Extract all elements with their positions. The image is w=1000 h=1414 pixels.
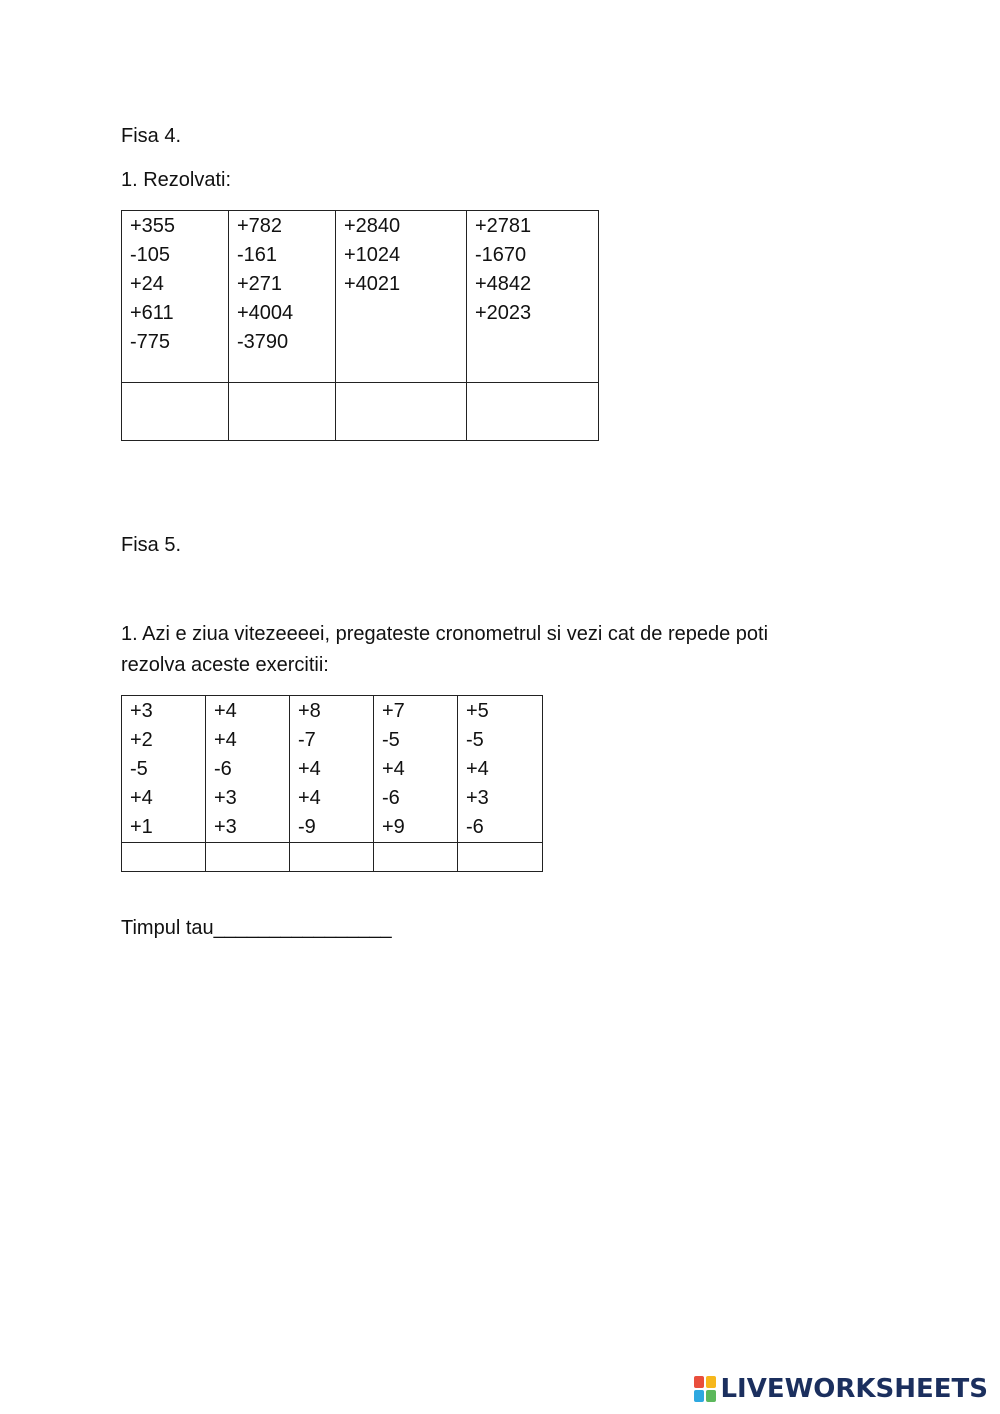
fisa5-instruction-line2: rezolva aceste exercitii:: [121, 654, 329, 676]
liveworksheets-logo-text: LIVEWORKSHEETS: [720, 1374, 988, 1404]
fisa4-number: +24: [130, 273, 164, 295]
fisa5-number: +4: [466, 758, 489, 780]
fisa4-number: -161: [237, 244, 278, 266]
fisa5-number: +4: [130, 787, 153, 809]
fisa5-number: -7: [298, 729, 316, 751]
fisa4-number: +2840: [344, 215, 401, 237]
fisa4-instruction: 1. Rezolvati:: [121, 169, 232, 191]
fisa4-problem-cell: [229, 211, 336, 383]
fisa4-answer-cell-3[interactable]: [336, 383, 467, 441]
fisa5-number: +3: [130, 700, 153, 722]
fisa4-number: -1670: [475, 244, 527, 266]
fisa5-answer-row: [122, 843, 543, 872]
fisa5-title: Fisa 5.: [121, 534, 182, 556]
fisa5-answer-cell-1[interactable]: [122, 843, 206, 872]
fisa5-problem-cell: [206, 696, 290, 843]
liveworksheets-logo: [694, 1374, 988, 1404]
fisa4-problem-row: [122, 211, 599, 383]
fisa4-number: -775: [130, 331, 171, 353]
fisa4-problem-cell: [336, 211, 467, 383]
fisa5-number: +4: [382, 758, 405, 780]
fisa4-number: +355: [130, 215, 176, 237]
fisa5-answer-cell-3[interactable]: [290, 843, 374, 872]
fisa5-number: -6: [466, 816, 484, 838]
fisa5-number: +4: [298, 787, 321, 809]
fisa5-problem-row: [122, 696, 543, 843]
fisa5-number: -9: [298, 816, 316, 838]
fisa4-number: +611: [130, 302, 174, 324]
fisa5-number: +2: [130, 729, 153, 751]
fisa4-answer-cell-4[interactable]: [467, 383, 599, 441]
fisa4-problem-cell: [467, 211, 599, 383]
logo-square: [694, 1376, 704, 1388]
fisa5-answer-cell-5[interactable]: [458, 843, 543, 872]
fisa4-number: -3790: [237, 331, 289, 353]
fisa5-instruction-line1: 1. Azi e ziua vitezeeeei, pregateste cronometrul si vezi cat de repede poti: [121, 623, 769, 645]
fisa5-answer-cell-2[interactable]: [206, 843, 290, 872]
fisa5-number: +4: [214, 700, 237, 722]
fisa5-number: +1: [130, 816, 153, 838]
fisa5-problem-cell: [290, 696, 374, 843]
fisa4-problem-cell: [122, 211, 229, 383]
fisa4-answer-row: [122, 383, 599, 441]
fisa4-number: +271: [237, 273, 283, 295]
fisa5-problem-cell: [122, 696, 206, 843]
fisa4-number: +2781: [475, 215, 532, 237]
fisa5-number: +9: [382, 816, 405, 838]
fisa4-number: +782: [237, 215, 283, 237]
fisa5-number: -5: [466, 729, 484, 751]
fisa5-number: +3: [214, 787, 237, 809]
fisa4-exercise-table: [121, 210, 599, 441]
logo-square: [706, 1376, 716, 1388]
logo-square: [694, 1390, 704, 1402]
fisa5-number: +4: [214, 729, 237, 751]
fisa4-number: -105: [130, 244, 171, 266]
fisa5-number: -5: [130, 758, 148, 780]
fisa5-answer-cell-4[interactable]: [374, 843, 458, 872]
fisa4-answer-cell-1[interactable]: [122, 383, 229, 441]
fisa4-number: +4842: [475, 273, 532, 295]
fisa5-number: +3: [466, 787, 489, 809]
fisa4-number: +1024: [344, 244, 401, 266]
fisa4-answer-cell-2[interactable]: [229, 383, 336, 441]
liveworksheets-logo-icon: [694, 1376, 716, 1402]
fisa4-number: +4021: [344, 273, 401, 295]
fisa5-problem-cell: [458, 696, 543, 843]
fisa5-number: -5: [382, 729, 400, 751]
fisa4-title: Fisa 4.: [121, 125, 182, 147]
fisa5-number: +3: [214, 816, 237, 838]
fisa4-number: +2023: [475, 302, 532, 324]
time-field-label[interactable]: Timpul tau________________: [121, 917, 392, 939]
fisa5-exercise-table: [121, 695, 543, 872]
fisa5-problem-cell: [374, 696, 458, 843]
fisa5-number: -6: [214, 758, 232, 780]
fisa5-number: +4: [298, 758, 321, 780]
fisa5-number: +5: [466, 700, 489, 722]
fisa5-number: +7: [382, 700, 405, 722]
fisa5-number: -6: [382, 787, 400, 809]
logo-square: [706, 1390, 716, 1402]
fisa4-number: +4004: [237, 302, 294, 324]
fisa5-number: +8: [298, 700, 321, 722]
